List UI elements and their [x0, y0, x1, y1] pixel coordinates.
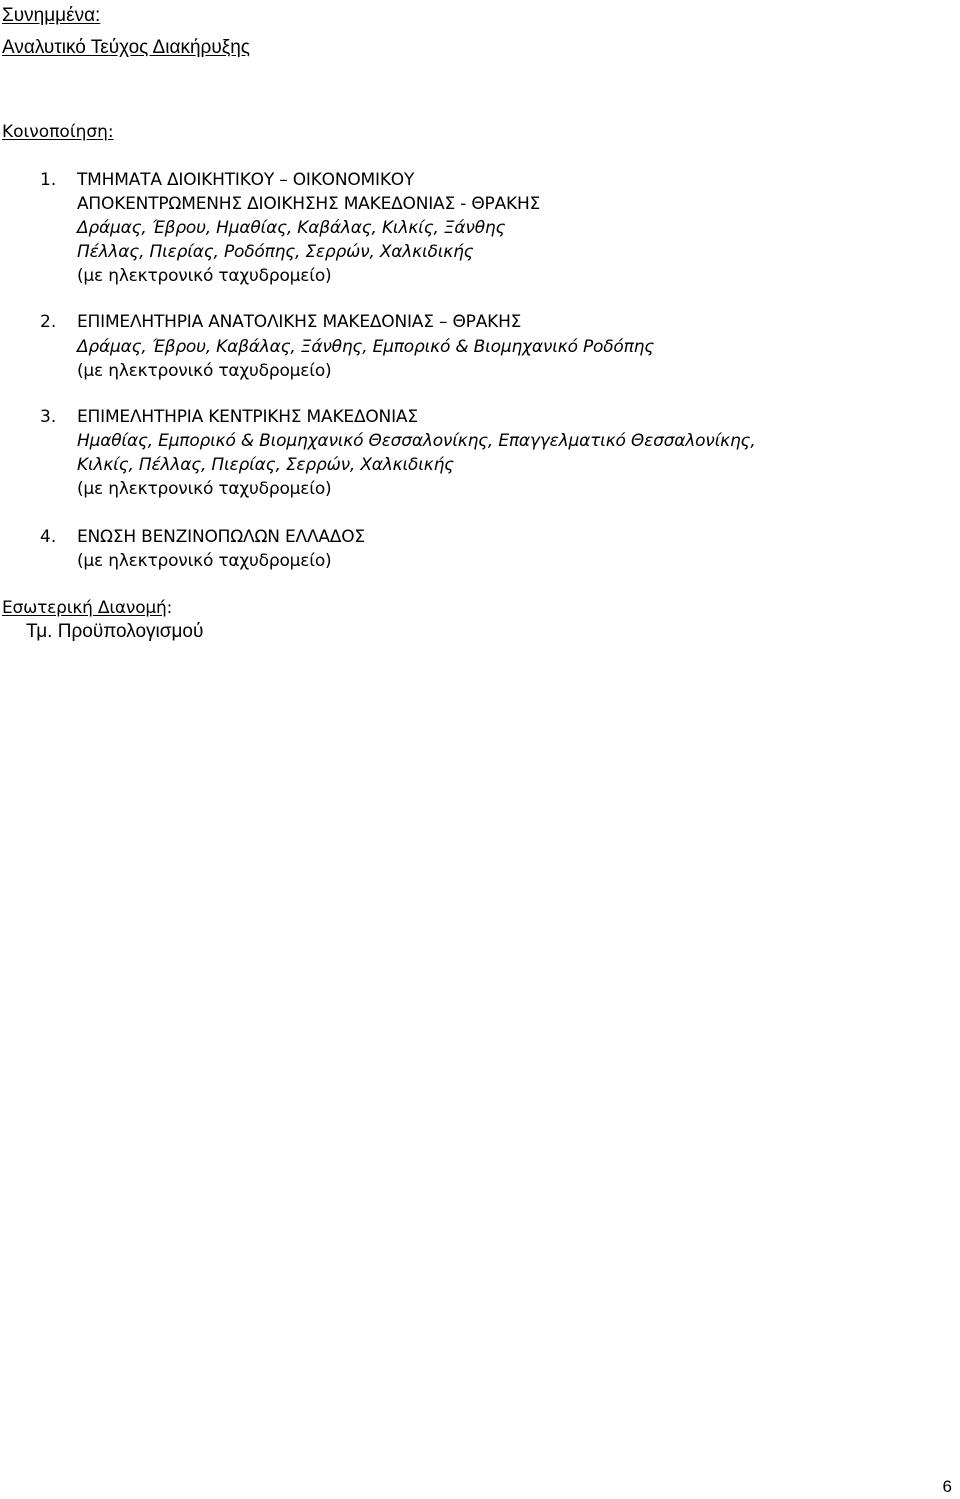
- recipient-detail-line: Δράμας, Έβρου, Ημαθίας, Καβάλας, Κιλκίς, Ξάνθης: [77, 218, 506, 238]
- recipient-delivery: (με ηλεκτρονικό ταχυδρομείο): [77, 551, 332, 571]
- recipient-detail-line: Πέλλας, Πιερίας, Ροδόπης, Σερρών, Χαλκιδικής: [77, 242, 474, 262]
- notification-heading: Κοινοποίηση:: [2, 122, 114, 142]
- attachment-item: Αναλυτικό Τεύχος Διακήρυξης: [2, 37, 250, 58]
- recipient-name-line: ΕΠΙΜΕΛΗΤΗΡΙΑ ΑΝΑΤΟΛΙΚΗΣ ΜΑΚΕΔΟΝΙΑΣ – ΘΡΑΚΗΣ: [77, 312, 522, 332]
- recipient-delivery: (με ηλεκτρονικό ταχυδρομείο): [77, 266, 332, 286]
- recipient-delivery: (με ηλεκτρονικό ταχυδρομείο): [77, 361, 332, 381]
- recipient-name-line: ΤΜΗΜΑΤΑ ΔΙΟΙΚΗΤΙΚΟΥ – ΟΙΚΟΝΟΜΙΚΟΥ: [77, 170, 415, 190]
- recipient-detail-line: Κιλκίς, Πέλλας, Πιερίας, Σερρών, Χαλκιδικής: [77, 455, 454, 475]
- recipient-number: 2.: [40, 312, 57, 332]
- page-number: 6: [942, 1477, 952, 1496]
- recipient-number: 4.: [40, 527, 57, 547]
- recipient-detail-line: Ημαθίας, Εμπορικό & Βιομηχανικό Θεσσαλονίκης, Επαγγελματικό Θεσσαλονίκης,: [77, 431, 756, 451]
- recipient-number: 1.: [40, 170, 57, 190]
- attachments-heading: Συνημμένα:: [2, 5, 101, 26]
- recipient-number: 3.: [40, 407, 57, 427]
- internal-distribution-item: Τμ. Προϋπολογισμού: [26, 621, 204, 642]
- recipient-name-line: ΕΠΙΜΕΛΗΤΗΡΙΑ ΚΕΝΤΡΙΚΗΣ ΜΑΚΕΔΟΝΙΑΣ: [77, 407, 418, 427]
- recipient-delivery: (με ηλεκτρονικό ταχυδρομείο): [77, 479, 332, 499]
- recipient-name-line: ΑΠΟΚΕΝΤΡΩΜΕΝΗΣ ΔΙΟΙΚΗΣΗΣ ΜΑΚΕΔΟΝΙΑΣ - ΘΡΑΚΗΣ: [77, 194, 541, 214]
- recipient-name-line: ΕΝΩΣΗ ΒΕΝΖΙΝΟΠΩΛΩΝ ΕΛΛΑΔΟΣ: [77, 527, 365, 547]
- recipient-detail-line: Δράμας, Έβρου, Καβάλας, Ξάνθης, Εμπορικό & Βιομηχανικό Ροδόπης: [77, 337, 655, 357]
- internal-distribution-heading: Εσωτερική Διανομή:: [2, 598, 173, 618]
